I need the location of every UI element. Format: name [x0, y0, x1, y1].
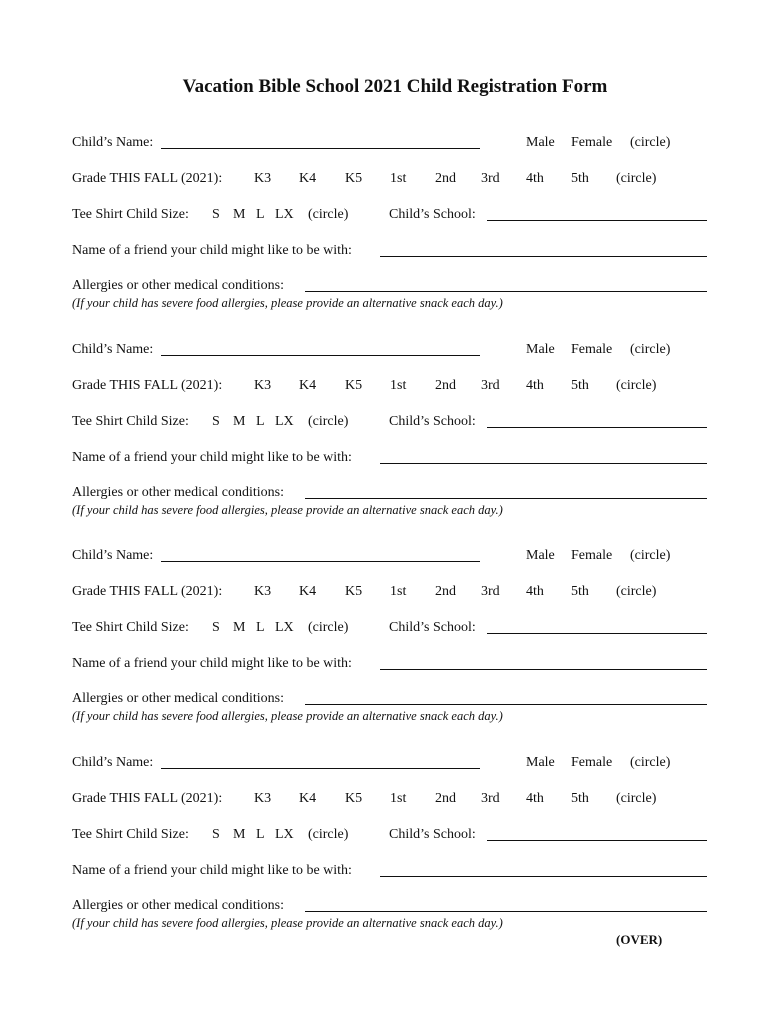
- grade-option: K3: [254, 378, 272, 393]
- gender-option-male: Male: [526, 755, 555, 770]
- grade-option: 2nd: [435, 378, 456, 393]
- grade-label: Grade THIS FALL (2021):: [72, 791, 223, 806]
- child-registration-block: [0, 548, 770, 738]
- gender-option-female: Female: [571, 135, 613, 150]
- child-school-line[interactable]: [487, 633, 707, 634]
- gender-option-female: Female: [571, 342, 613, 357]
- circle-instruction: (circle): [308, 620, 349, 635]
- grade-option: 4th: [526, 791, 544, 806]
- grade-option: 3rd: [481, 791, 500, 806]
- grade-option: 3rd: [481, 171, 500, 186]
- circle-instruction: (circle): [616, 171, 657, 186]
- grade-option: 4th: [526, 378, 544, 393]
- grade-option: K5: [345, 378, 363, 393]
- tee-size-option: M: [233, 620, 246, 635]
- grade-option: K4: [299, 378, 317, 393]
- grade-option: 2nd: [435, 584, 456, 599]
- child-school-line[interactable]: [487, 220, 707, 221]
- child-name-line[interactable]: [161, 561, 480, 562]
- child-registration-block: [0, 135, 770, 325]
- gender-option-male: Male: [526, 342, 555, 357]
- tee-size-option: S: [212, 207, 220, 222]
- grade-option: K5: [345, 584, 363, 599]
- grade-option: 1st: [390, 791, 407, 806]
- grade-option: 4th: [526, 584, 544, 599]
- grade-option: K3: [254, 584, 272, 599]
- grade-option: 5th: [571, 378, 589, 393]
- tee-size-option: L: [256, 827, 265, 842]
- grade-option: 2nd: [435, 791, 456, 806]
- child-school-line[interactable]: [487, 840, 707, 841]
- tee-size-label: Tee Shirt Child Size:: [72, 620, 189, 635]
- friend-name-line[interactable]: [380, 876, 707, 877]
- child-name-line[interactable]: [161, 148, 480, 149]
- gender-option-female: Female: [571, 548, 613, 563]
- grade-option: 4th: [526, 171, 544, 186]
- child-name-label: Child’s Name:: [72, 755, 154, 770]
- friend-name-line[interactable]: [380, 463, 707, 464]
- grade-option: K5: [345, 791, 363, 806]
- allergies-label: Allergies or other medical conditions:: [72, 485, 285, 500]
- tee-size-option: M: [233, 207, 246, 222]
- child-school-label: Child’s School:: [389, 827, 476, 842]
- allergy-note: (If your child has severe food allergies, please provide an alternative snack each day.): [72, 916, 503, 930]
- circle-instruction: (circle): [308, 414, 349, 429]
- tee-size-option: LX: [275, 620, 294, 635]
- circle-instruction: (circle): [308, 207, 349, 222]
- grade-label: Grade THIS FALL (2021):: [72, 584, 223, 599]
- child-name-label: Child’s Name:: [72, 135, 154, 150]
- allergy-note: (If your child has severe food allergies, please provide an alternative snack each day.): [72, 709, 503, 723]
- allergy-note: (If your child has severe food allergies, please provide an alternative snack each day.): [72, 296, 503, 310]
- circle-instruction: (circle): [308, 827, 349, 842]
- child-name-line[interactable]: [161, 768, 480, 769]
- child-name-line[interactable]: [161, 355, 480, 356]
- child-name-label: Child’s Name:: [72, 548, 154, 563]
- tee-size-label: Tee Shirt Child Size:: [72, 414, 189, 429]
- grade-option: K4: [299, 584, 317, 599]
- friend-name-line[interactable]: [380, 256, 707, 257]
- grade-option: 3rd: [481, 378, 500, 393]
- grade-option: 2nd: [435, 171, 456, 186]
- grade-option: K5: [345, 171, 363, 186]
- circle-instruction: (circle): [630, 135, 671, 150]
- tee-size-option: L: [256, 414, 265, 429]
- circle-instruction: (circle): [616, 584, 657, 599]
- gender-option-male: Male: [526, 135, 555, 150]
- grade-option: K4: [299, 171, 317, 186]
- grade-option: 5th: [571, 171, 589, 186]
- over-label: (OVER): [616, 932, 663, 947]
- tee-size-option: L: [256, 207, 265, 222]
- grade-option: K3: [254, 791, 272, 806]
- tee-size-option: LX: [275, 207, 294, 222]
- allergies-line[interactable]: [305, 498, 707, 499]
- child-school-label: Child’s School:: [389, 207, 476, 222]
- gender-option-male: Male: [526, 548, 555, 563]
- tee-size-option: L: [256, 620, 265, 635]
- grade-option: 1st: [390, 171, 407, 186]
- tee-size-option: LX: [275, 414, 294, 429]
- friend-name-line[interactable]: [380, 669, 707, 670]
- circle-instruction: (circle): [630, 755, 671, 770]
- grade-option: 1st: [390, 584, 407, 599]
- tee-size-label: Tee Shirt Child Size:: [72, 207, 189, 222]
- grade-option: 5th: [571, 584, 589, 599]
- friend-label: Name of a friend your child might like to be with:: [72, 243, 352, 258]
- gender-option-female: Female: [571, 755, 613, 770]
- allergies-label: Allergies or other medical conditions:: [72, 278, 285, 293]
- grade-option: 1st: [390, 378, 407, 393]
- tee-size-option: M: [233, 827, 246, 842]
- child-registration-block: [0, 342, 770, 532]
- friend-label: Name of a friend your child might like to be with:: [72, 450, 352, 465]
- tee-size-label: Tee Shirt Child Size:: [72, 827, 189, 842]
- grade-option: 3rd: [481, 584, 500, 599]
- child-name-label: Child’s Name:: [72, 342, 154, 357]
- tee-size-option: S: [212, 414, 220, 429]
- circle-instruction: (circle): [616, 791, 657, 806]
- allergies-label: Allergies or other medical conditions:: [72, 898, 285, 913]
- grade-option: K3: [254, 171, 272, 186]
- child-school-label: Child’s School:: [389, 620, 476, 635]
- allergies-label: Allergies or other medical conditions:: [72, 691, 285, 706]
- allergies-line[interactable]: [305, 704, 707, 705]
- allergies-line[interactable]: [305, 911, 707, 912]
- tee-size-option: M: [233, 414, 246, 429]
- child-school-label: Child’s School:: [389, 414, 476, 429]
- tee-size-option: S: [212, 827, 220, 842]
- tee-size-option: S: [212, 620, 220, 635]
- allergies-line[interactable]: [305, 291, 707, 292]
- grade-option: K4: [299, 791, 317, 806]
- circle-instruction: (circle): [616, 378, 657, 393]
- friend-label: Name of a friend your child might like to be with:: [72, 863, 352, 878]
- page-title: Vacation Bible School 2021 Child Registration Form: [182, 76, 608, 97]
- grade-label: Grade THIS FALL (2021):: [72, 378, 223, 393]
- child-registration-block: [0, 755, 770, 945]
- circle-instruction: (circle): [630, 548, 671, 563]
- allergy-note: (If your child has severe food allergies, please provide an alternative snack each day.): [72, 503, 503, 517]
- circle-instruction: (circle): [630, 342, 671, 357]
- child-school-line[interactable]: [487, 427, 707, 428]
- friend-label: Name of a friend your child might like to be with:: [72, 656, 352, 671]
- tee-size-option: LX: [275, 827, 294, 842]
- grade-option: 5th: [571, 791, 589, 806]
- grade-label: Grade THIS FALL (2021):: [72, 171, 223, 186]
